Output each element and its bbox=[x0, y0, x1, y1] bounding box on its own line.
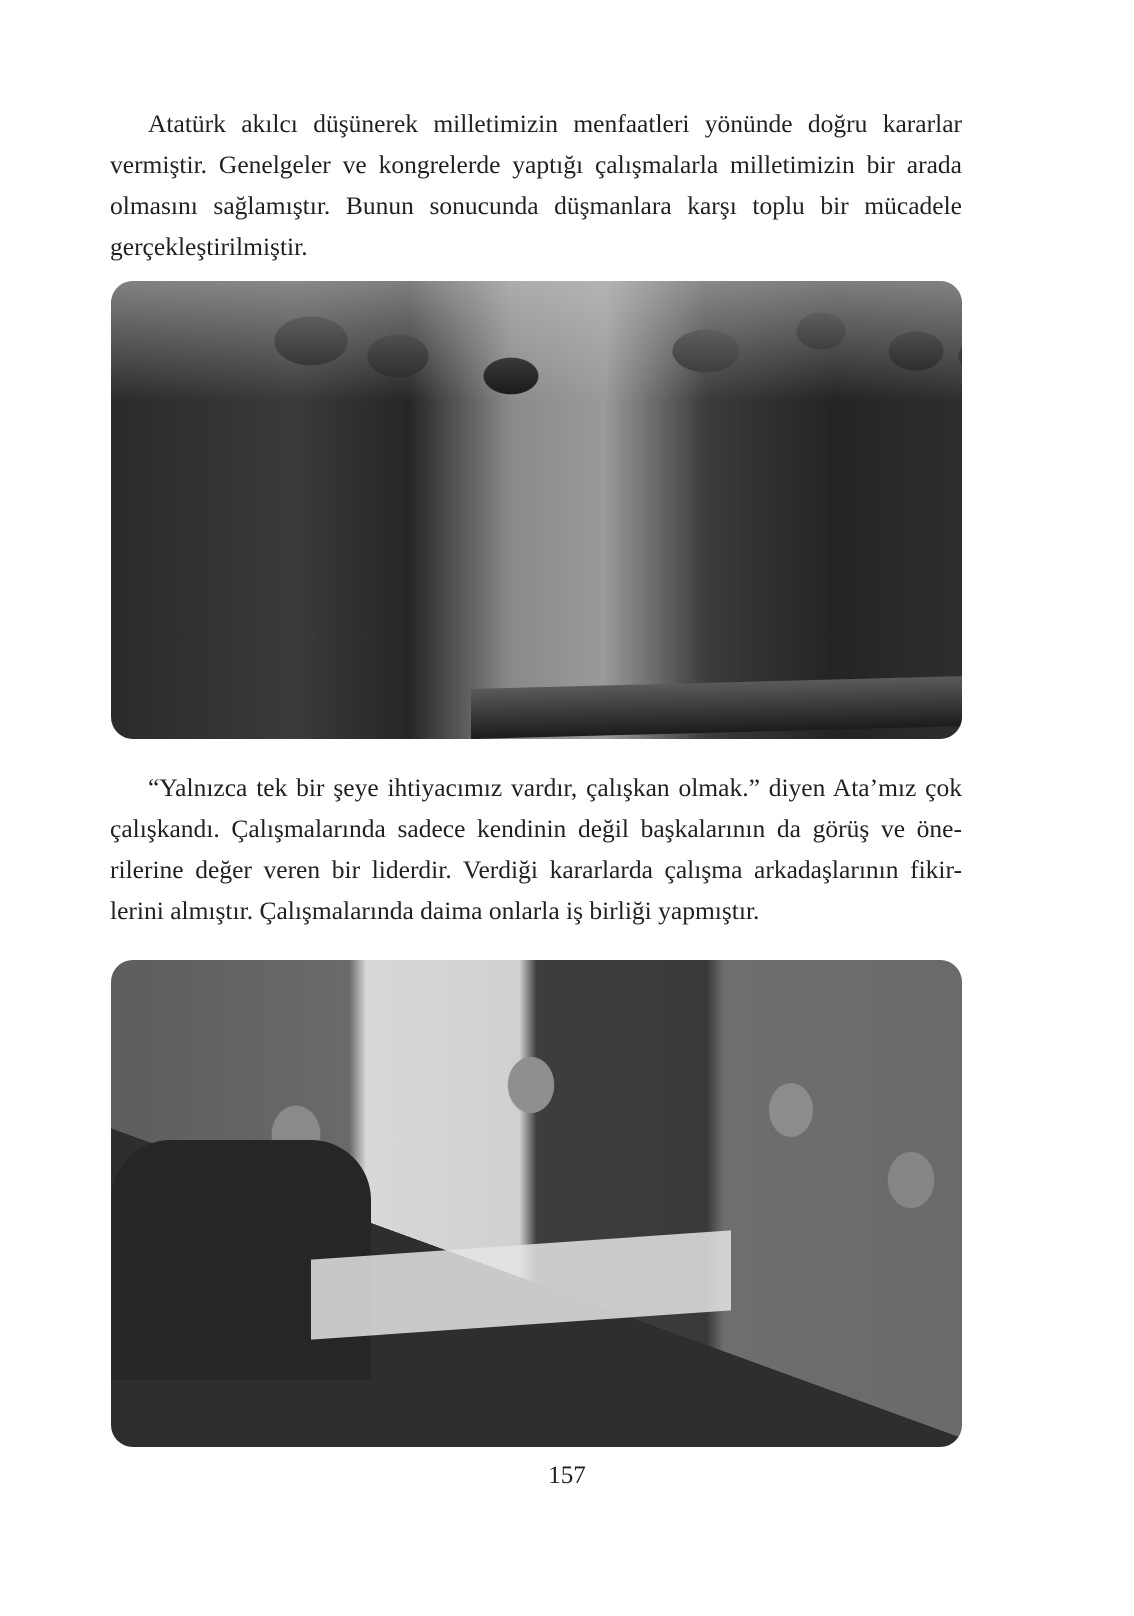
paragraph-2 bbox=[110, 767, 962, 931]
paragraph-line: olmasını sağlamıştır. Bunun sonucunda düşmanlara karşı toplu bir mücadele bbox=[110, 191, 962, 220]
paragraph-line: gerçekleştirilmiştir. bbox=[110, 232, 308, 261]
paragraph-line: vermiştir. Genelgeler ve kongrelerde yaptığı çalışmalarla milletimizin bir arada bbox=[110, 150, 962, 179]
paragraph-1 bbox=[110, 103, 962, 267]
paragraph-line: “Yalnızca tek bir şeye ihtiyacımız vardır, çalışkan olmak.” diyen Ata’mız çok bbox=[148, 773, 962, 802]
meeting-photo bbox=[111, 960, 962, 1447]
paragraph-line: çalışkandı. Çalışmalarında sadece kendinin değil başkalarının da görüş ve öne- bbox=[110, 814, 962, 843]
paragraph-line: Atatürk akılcı düşünerek milletimizin menfaatleri yönünde doğru kararlar bbox=[148, 109, 962, 138]
page-number: 157 bbox=[548, 1462, 586, 1489]
paragraph-line: lerini almıştır. Çalışmalarında daima onlarla iş birliği yapmıştır. bbox=[110, 896, 760, 925]
paragraph-line: rilerine değer veren bir liderdir. Verdiği kararlarda çalışma arkadaşlarının fikir- bbox=[110, 855, 962, 884]
group-photo bbox=[111, 281, 962, 739]
